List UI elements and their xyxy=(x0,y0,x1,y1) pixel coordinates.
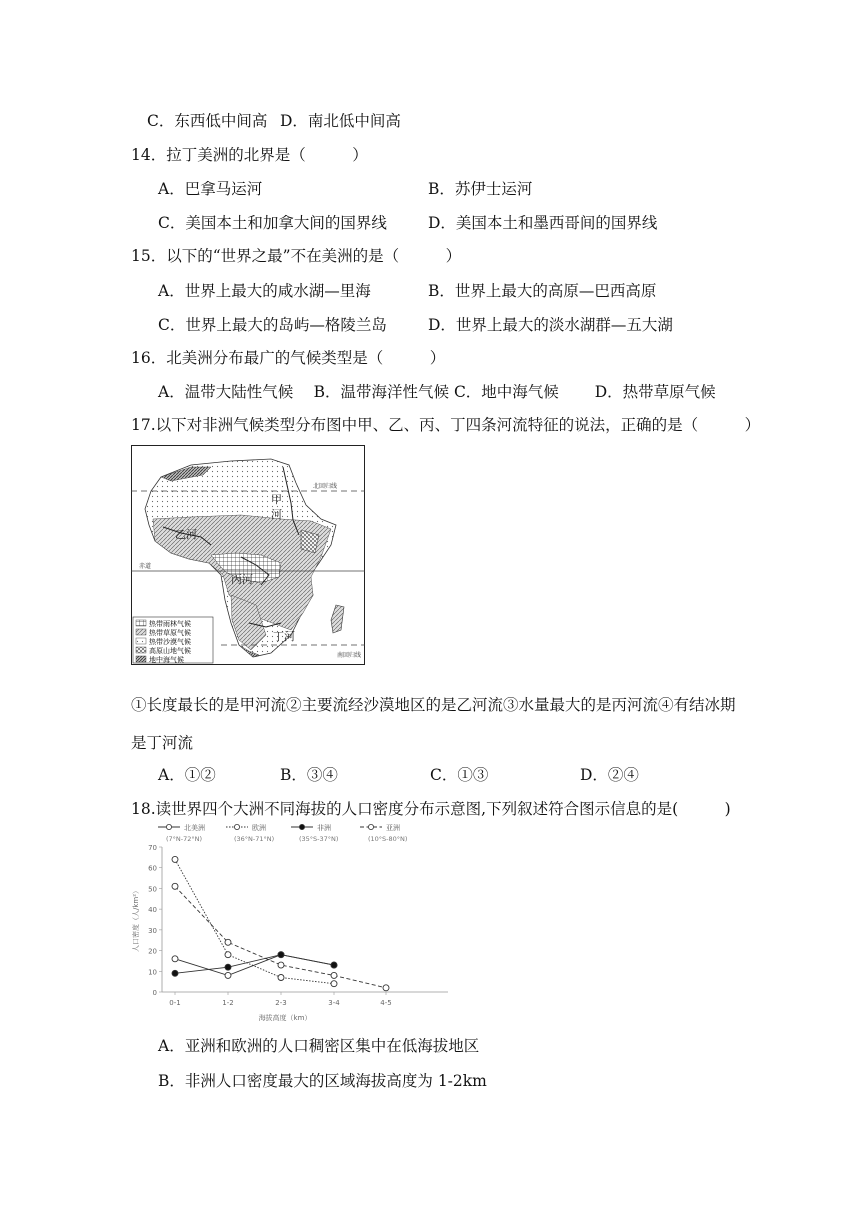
data-point xyxy=(225,964,231,970)
legend-range: (7°N-72°N) xyxy=(166,835,203,843)
q15-option-d: D．世界上最大的淡水湖群—五大湖 xyxy=(428,316,673,334)
data-point xyxy=(172,856,178,862)
data-point xyxy=(225,972,231,978)
legend-marker xyxy=(234,824,239,829)
label-river-yi: 乙河 xyxy=(175,528,197,541)
legend-label-mediterranean: 地中海气候 xyxy=(149,656,184,664)
x-tick-label: 4-5 xyxy=(380,999,392,1007)
q17-statements-line1: ①长度最长的是甲河流②主要流经沙漠地区的是乙河流③水量最大的是丙河流④有结冰期 xyxy=(131,696,736,714)
data-point xyxy=(278,975,284,981)
q13-option-d: D．南北低中间高 xyxy=(280,112,401,130)
y-tick-label: 40 xyxy=(148,906,157,915)
legend-swatch-rainforest xyxy=(136,620,146,626)
q15-option-a: A．世界上最大的咸水湖—里海 xyxy=(158,282,371,300)
y-tick-label: 10 xyxy=(148,968,157,977)
data-point xyxy=(278,952,284,958)
x-tick-label: 3-4 xyxy=(328,999,340,1007)
q17-option-b: B．③④ xyxy=(280,766,338,784)
label-river-jia-1: 甲 xyxy=(271,493,282,506)
data-point xyxy=(172,970,178,976)
q15-option-b: B．世界上最大的高原—巴西高原 xyxy=(428,282,657,300)
y-tick-label: 70 xyxy=(148,844,157,852)
q17-option-a: A．①② xyxy=(158,766,216,784)
series-line-0 xyxy=(175,955,334,976)
y-axis-title: 人口密度（人/km²） xyxy=(132,886,140,953)
q16-stem: 16．北美洲分布最广的气候类型是（ ） xyxy=(131,349,446,367)
chart-axes xyxy=(131,844,448,1022)
label-tropic-cancer: 北回归线 xyxy=(313,483,338,490)
legend-name: 亚洲 xyxy=(386,824,400,832)
q18-option-b: B．非洲人口密度最大的区域海拔高度为 1-2km xyxy=(158,1072,487,1090)
population-density-chart xyxy=(128,820,458,1025)
q16-options: A．温带大陆性气候 B．温带海洋性气候 C．地中海气候 D．热带草原气候 xyxy=(158,383,716,401)
q15-stem: 15．以下的“世界之最”不在美洲的是（ ） xyxy=(131,247,462,265)
legend-marker xyxy=(368,824,373,829)
label-river-jia-2: 河 xyxy=(271,508,282,521)
data-point xyxy=(225,952,231,958)
data-point xyxy=(172,883,178,889)
y-tick-label: 20 xyxy=(148,947,157,956)
chart-legend xyxy=(158,823,407,843)
legend-label-desert: 热带沙漠气候 xyxy=(149,638,191,646)
q14-option-a: A．巴拿马运河 xyxy=(158,180,263,198)
legend-label-rainforest: 热带雨林气候 xyxy=(149,620,191,628)
series-line-3 xyxy=(175,886,386,988)
q18-option-a: A．亚洲和欧洲的人口稠密区集中在低海拔地区 xyxy=(158,1037,480,1055)
data-point xyxy=(225,939,231,945)
africa-climate-map xyxy=(131,445,365,665)
q17-option-d: D．②④ xyxy=(580,766,639,784)
y-tick-label: 30 xyxy=(148,926,157,935)
x-tick-label: 0-1 xyxy=(169,999,181,1007)
legend-range: (10°S-80°N) xyxy=(368,835,408,843)
q17-option-c: C．①③ xyxy=(430,766,489,784)
q17-stem: 17.以下对非洲气候类型分布图中甲、乙、丙、丁四条河流特征的说法，正确的是（ ） xyxy=(131,416,761,434)
legend-label-savanna: 热带草原气候 xyxy=(149,629,191,637)
q14-option-d: D．美国本土和墨西哥间的国界线 xyxy=(428,214,658,232)
data-point xyxy=(172,956,178,962)
legend-name: 北美洲 xyxy=(184,824,205,832)
data-point xyxy=(331,981,337,987)
legend-swatch-highland xyxy=(136,647,146,653)
legend-name: 欧洲 xyxy=(252,824,266,832)
y-tick-label: 60 xyxy=(148,864,157,873)
legend-range: (36°N-71°N) xyxy=(234,835,275,843)
y-tick-label: 50 xyxy=(148,885,157,894)
label-equator: 赤道 xyxy=(139,563,152,570)
legend-swatch-savanna xyxy=(136,629,146,635)
legend-marker xyxy=(299,824,304,829)
q14-option-b: B．苏伊士运河 xyxy=(428,180,533,198)
q17-statements-line2: 是丁河流 xyxy=(131,734,194,752)
q18-stem: 18.读世界四个大洲不同海拔的人口密度分布示意图,下列叙述符合图示信息的是( ) xyxy=(131,800,731,818)
legend-range: (35°S-37°N) xyxy=(299,835,339,843)
data-point xyxy=(331,962,337,968)
label-tropic-capricorn: 南回归线 xyxy=(337,652,362,659)
data-point xyxy=(278,962,284,968)
data-point xyxy=(383,985,389,991)
map-legend-items xyxy=(136,619,191,664)
x-tick-label: 2-3 xyxy=(275,999,287,1007)
data-point xyxy=(331,972,337,978)
q15-option-c: C．世界上最大的岛屿—格陵兰岛 xyxy=(158,316,387,334)
label-river-bing: 丙河 xyxy=(231,573,253,586)
chart-series xyxy=(172,856,389,990)
label-river-ding: 丁河 xyxy=(273,630,295,643)
q13-option-c: C．东西低中间高 xyxy=(147,112,268,130)
q14-option-c: C．美国本土和加拿大间的国界线 xyxy=(158,214,387,232)
legend-swatch-desert xyxy=(136,638,146,644)
x-tick-label: 1-2 xyxy=(222,999,234,1007)
legend-marker xyxy=(166,824,171,829)
legend-swatch-mediterranean xyxy=(136,656,146,662)
q14-stem: 14．拉丁美洲的北界是（ ） xyxy=(131,146,368,164)
y-tick-label: 0 xyxy=(152,989,157,997)
legend-name: 非洲 xyxy=(317,824,331,832)
legend-label-highland: 高原山地气候 xyxy=(149,647,191,655)
x-axis-title: 海拔高度（km） xyxy=(258,1014,312,1022)
